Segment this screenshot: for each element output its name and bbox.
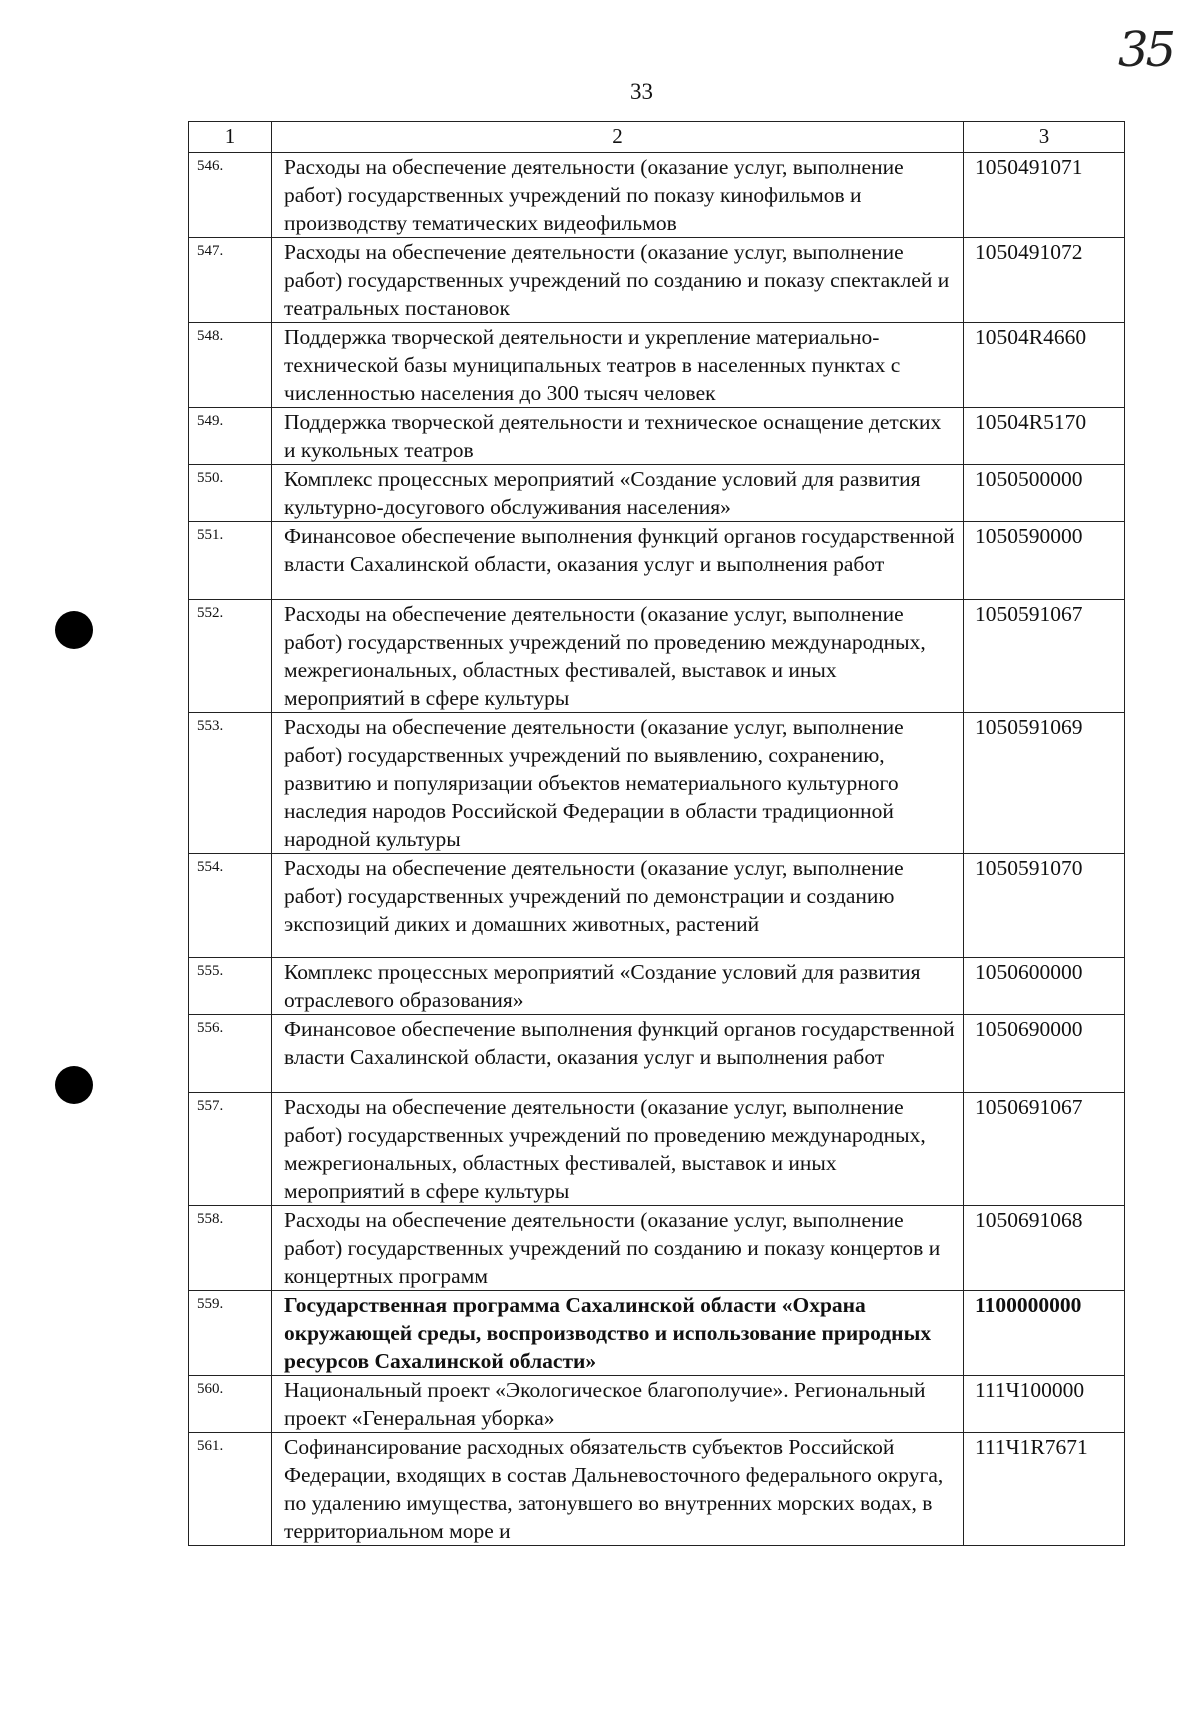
row-number: 555. <box>189 958 272 1015</box>
header-cell-code: 3 <box>964 122 1125 153</box>
row-description: Поддержка творческой деятельности и укрепление материально-технической базы муниципальных театров в населенных пунктах с численностью населения до 300 тысяч человек <box>272 323 964 408</box>
header-cell-number: 1 <box>189 122 272 153</box>
table-row <box>189 522 1125 600</box>
table-row <box>189 238 1125 323</box>
row-code: 1050691067 <box>964 1093 1125 1206</box>
row-description: Национальный проект «Экологическое благополучие». Региональный проект «Генеральная уборка» <box>272 1376 964 1433</box>
row-number: 560. <box>189 1376 272 1433</box>
row-description: Расходы на обеспечение деятельности (оказание услуг, выполнение работ) государственных учреждений по демонстрации и созданию экспозиций диких и домашних животных, растений <box>272 854 964 958</box>
table-row <box>189 713 1125 854</box>
table-row <box>189 1206 1125 1291</box>
row-description: Расходы на обеспечение деятельности (оказание услуг, выполнение работ) государственных учреждений по выявлению, сохранению, развитию и популяризации объектов нематериального культурного наследия народов Российской Федерации в области традиционной народной культуры <box>272 713 964 854</box>
row-number: 561. <box>189 1433 272 1546</box>
row-code: 1050690000 <box>964 1015 1125 1093</box>
row-description: Комплекс процессных мероприятий «Создание условий для развития культурно-досугового обслуживания населения» <box>272 465 964 522</box>
row-number: 546. <box>189 153 272 238</box>
row-number: 548. <box>189 323 272 408</box>
row-number: 550. <box>189 465 272 522</box>
table-row <box>189 958 1125 1015</box>
row-description: Расходы на обеспечение деятельности (оказание услуг, выполнение работ) государственных учреждений по созданию и показу спектаклей и театральных постановок <box>272 238 964 323</box>
row-code: 111Ч1R7671 <box>964 1433 1125 1546</box>
row-code: 111Ч100000 <box>964 1376 1125 1433</box>
punch-hole-top <box>55 611 93 649</box>
row-description: Софинансирование расходных обязательств субъектов Российской Федерации, входящих в состав Дальневосточного федерального округа, по удалению имущества, затонувшего во внутренних морских водах, в территориальном море и <box>272 1433 964 1546</box>
handwritten-page-number: 35 <box>1118 22 1174 78</box>
row-description: Расходы на обеспечение деятельности (оказание услуг, выполнение работ) государственных учреждений по созданию и показу концертов и концертных программ <box>272 1206 964 1291</box>
punch-hole-bottom <box>55 1066 93 1104</box>
row-description: Финансовое обеспечение выполнения функций органов государственной власти Сахалинской области, оказания услуг и выполнения работ <box>272 1015 964 1093</box>
row-code: 1050590000 <box>964 522 1125 600</box>
row-code: 1050591069 <box>964 713 1125 854</box>
row-code: 1050500000 <box>964 465 1125 522</box>
row-code: 1100000000 <box>964 1291 1125 1376</box>
row-number: 552. <box>189 600 272 713</box>
row-number: 549. <box>189 408 272 465</box>
row-code: 1050491072 <box>964 238 1125 323</box>
table-row <box>189 1376 1125 1433</box>
table-row <box>189 1093 1125 1206</box>
table-row <box>189 1015 1125 1093</box>
row-code: 1050491071 <box>964 153 1125 238</box>
row-number: 559. <box>189 1291 272 1376</box>
row-description: Государственная программа Сахалинской области «Охрана окружающей среды, воспроизводство и использование природных ресурсов Сахалинской области» <box>272 1291 964 1376</box>
row-description: Поддержка творческой деятельности и техническое оснащение детских и кукольных театров <box>272 408 964 465</box>
table-row <box>189 465 1125 522</box>
table-row <box>189 1291 1125 1376</box>
row-code: 1050591070 <box>964 854 1125 958</box>
row-description: Расходы на обеспечение деятельности (оказание услуг, выполнение работ) государственных учреждений по проведению международных, межрегиональных, областных фестивалей, выставок и иных мероприятий в сфере культуры <box>272 1093 964 1206</box>
table-row <box>189 323 1125 408</box>
row-number: 558. <box>189 1206 272 1291</box>
table-row <box>189 153 1125 238</box>
row-code: 10504R4660 <box>964 323 1125 408</box>
table-row <box>189 1433 1125 1546</box>
row-description: Комплекс процессных мероприятий «Создание условий для развития отраслевого образования» <box>272 958 964 1015</box>
row-code: 1050600000 <box>964 958 1125 1015</box>
table-row <box>189 408 1125 465</box>
page-number: 33 <box>630 79 653 104</box>
table-row <box>189 600 1125 713</box>
budget-code-table <box>188 121 1125 1546</box>
row-number: 547. <box>189 238 272 323</box>
row-number: 557. <box>189 1093 272 1206</box>
table-header-row <box>189 122 1125 153</box>
row-code: 1050691068 <box>964 1206 1125 1291</box>
row-code: 1050591067 <box>964 600 1125 713</box>
row-code: 10504R5170 <box>964 408 1125 465</box>
row-number: 554. <box>189 854 272 958</box>
row-number: 551. <box>189 522 272 600</box>
row-description: Финансовое обеспечение выполнения функций органов государственной власти Сахалинской области, оказания услуг и выполнения работ <box>272 522 964 600</box>
table-row <box>189 854 1125 958</box>
row-description: Расходы на обеспечение деятельности (оказание услуг, выполнение работ) государственных учреждений по проведению международных, межрегиональных, областных фестивалей, выставок и иных мероприятий в сфере культуры <box>272 600 964 713</box>
row-description: Расходы на обеспечение деятельности (оказание услуг, выполнение работ) государственных учреждений по показу кинофильмов и производству тематических видеофильмов <box>272 153 964 238</box>
row-number: 553. <box>189 713 272 854</box>
header-cell-description: 2 <box>272 122 964 153</box>
row-number: 556. <box>189 1015 272 1093</box>
